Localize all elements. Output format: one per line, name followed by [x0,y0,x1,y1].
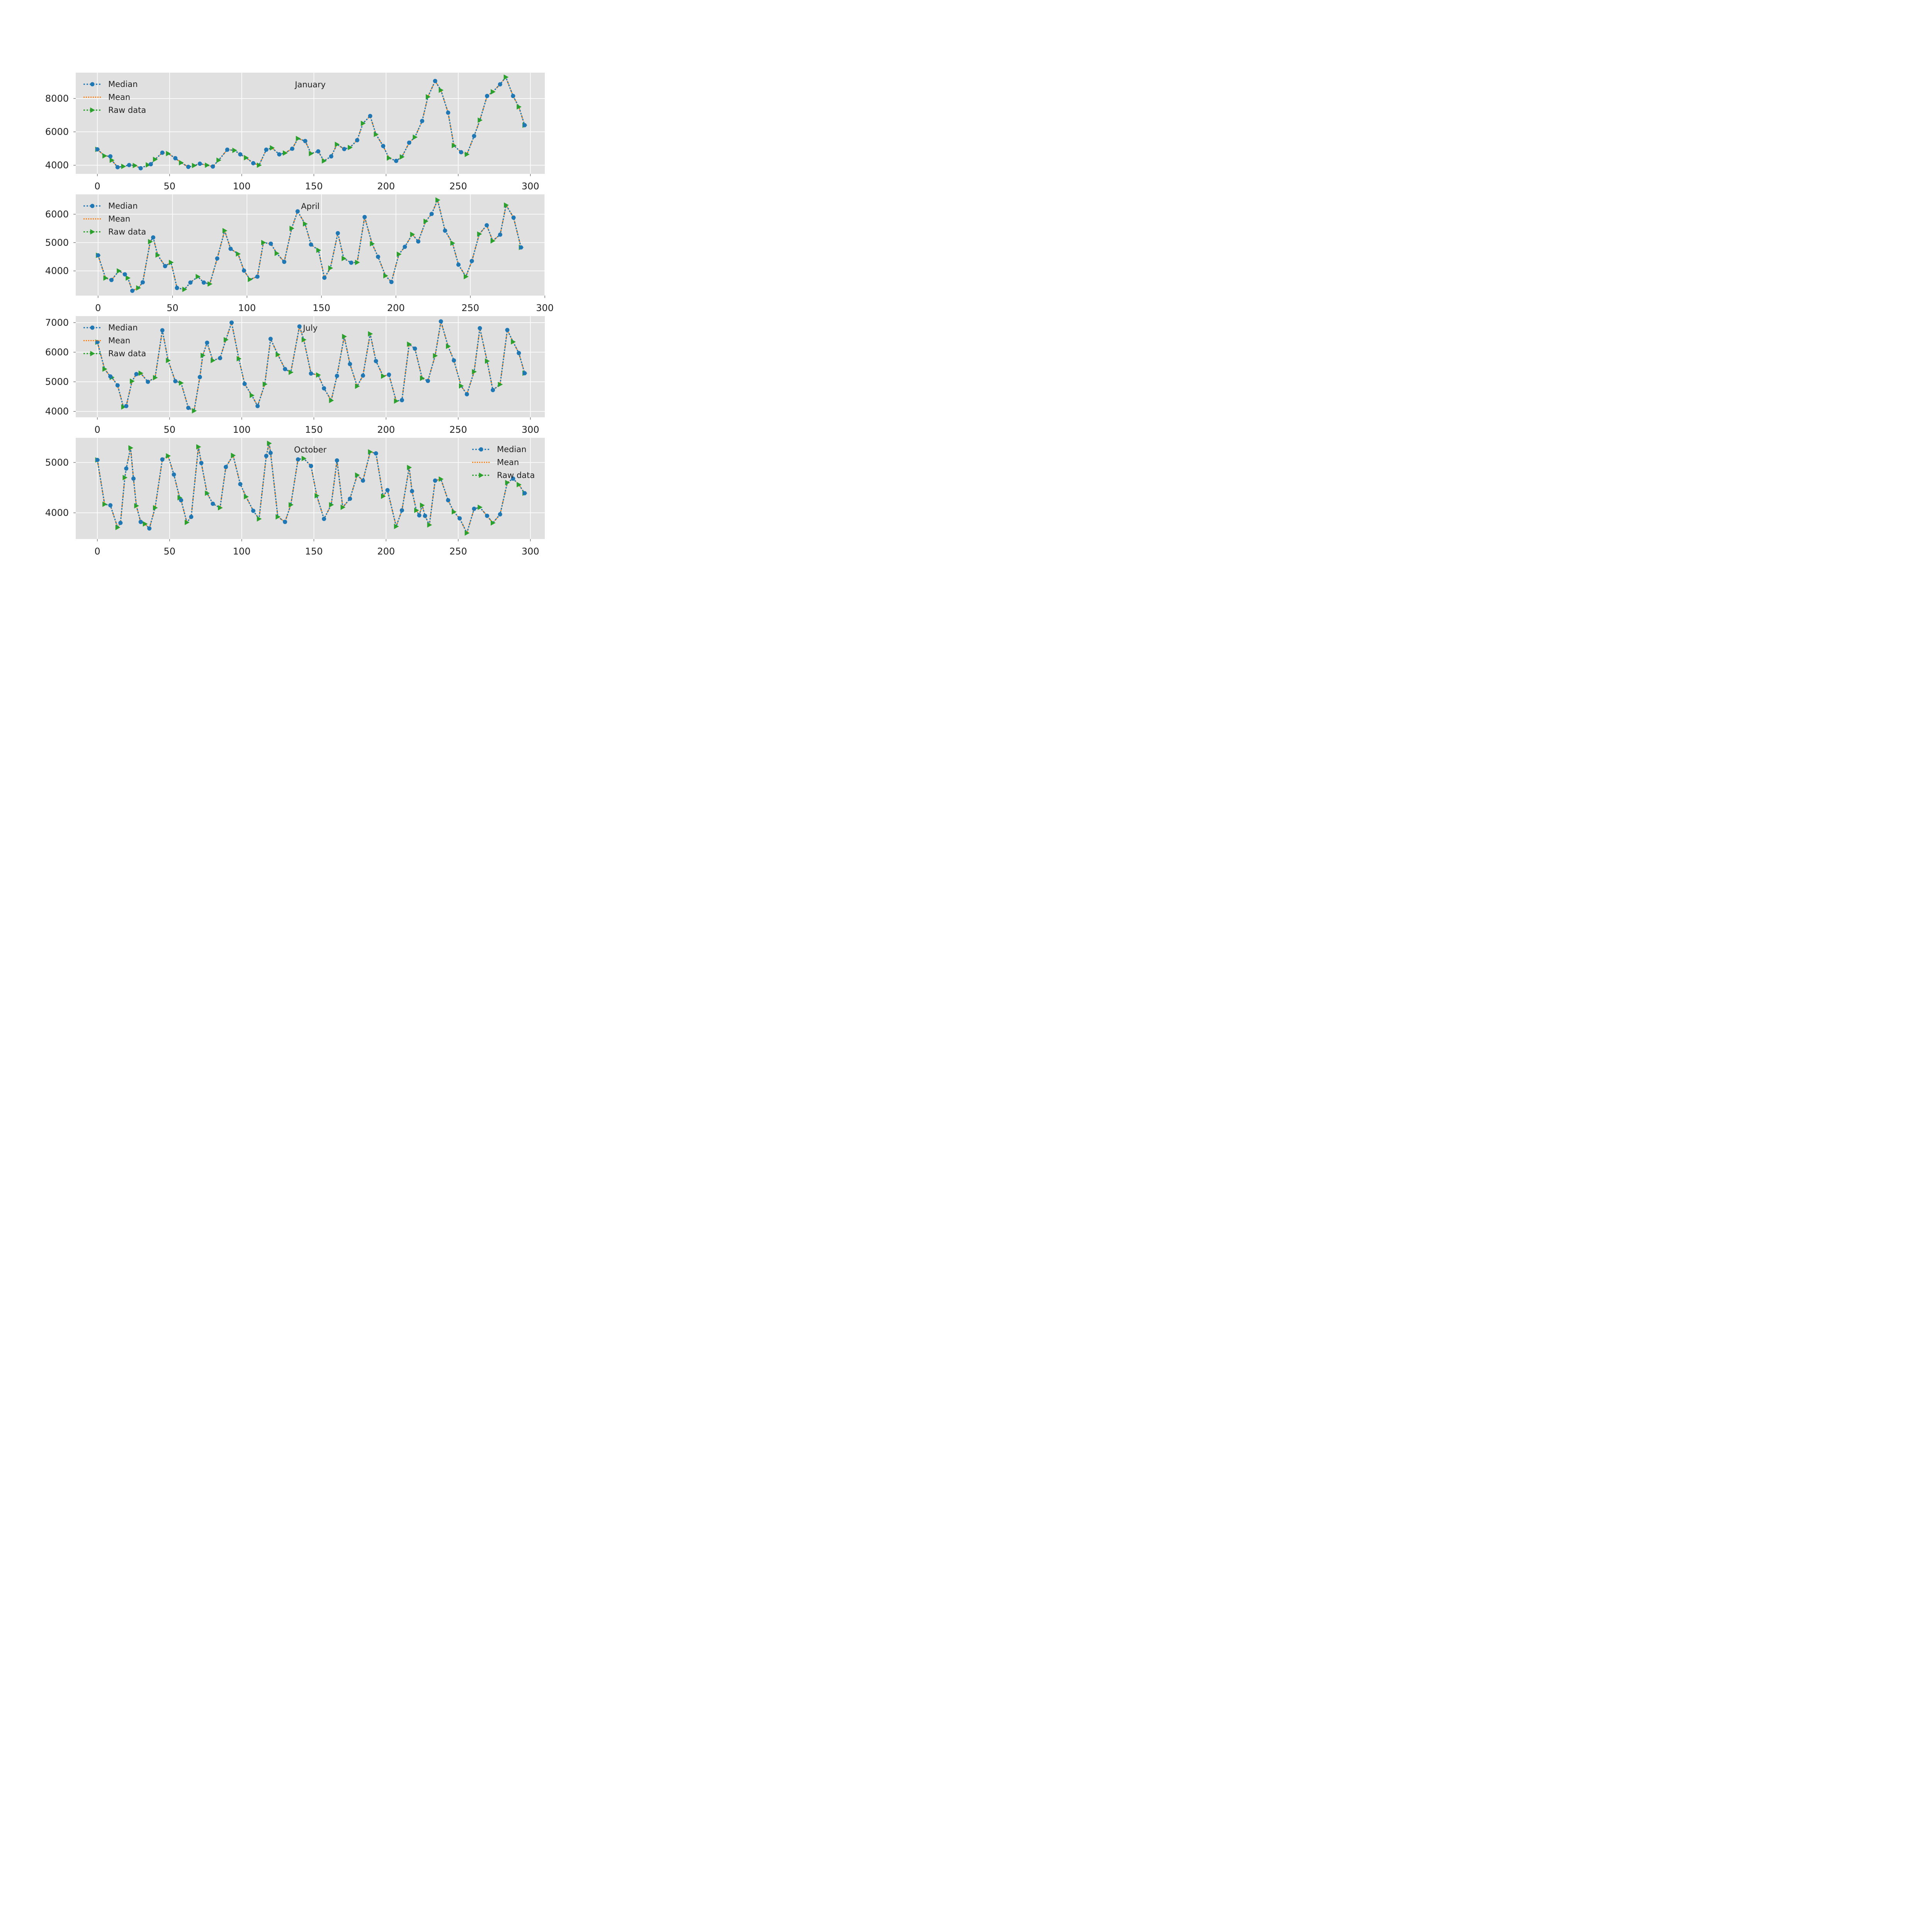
data-point [522,371,527,375]
data-point [485,514,489,518]
x-tick-label: 300 [521,424,539,435]
data-point [151,235,155,240]
data-point [446,111,450,115]
legend-label: Raw data [108,227,146,236]
subplot-july [45,316,545,435]
data-point [173,156,177,160]
x-tick-label: 100 [233,181,251,192]
data-point [186,406,190,410]
legend-label: Mean [108,92,131,102]
data-point [385,488,389,492]
subplot-april [45,194,554,313]
data-point [173,379,177,383]
data-point [108,503,112,507]
data-point [511,94,515,98]
data-point [264,148,269,152]
data-point [465,392,469,396]
data-point [131,476,136,481]
data-point [309,242,313,247]
data-point [485,223,489,227]
x-tick-label: 200 [377,546,395,557]
legend-marker [479,447,483,452]
x-tick-label: 0 [94,546,100,557]
y-tick-label: 5000 [45,457,69,468]
subplot-october [45,438,545,557]
data-point [238,152,242,156]
data-point [374,359,378,363]
x-tick-label: 200 [387,303,405,313]
x-tick-label: 150 [312,303,330,313]
data-point [400,508,404,512]
data-point [387,372,391,377]
data-point [407,141,411,145]
data-point [457,516,462,520]
x-tick-label: 300 [521,181,539,192]
data-point [417,513,422,517]
data-point [505,328,509,332]
data-point [109,278,114,282]
data-point [403,245,407,249]
data-point [215,256,219,260]
x-tick-label: 50 [163,424,176,435]
data-point [381,144,385,148]
data-point [517,351,521,355]
data-point [290,146,294,151]
data-point [95,147,100,151]
data-point [124,404,128,408]
data-point [498,82,502,87]
data-point [433,79,437,83]
x-tick-label: 0 [95,303,101,313]
x-tick-label: 150 [305,546,323,557]
data-point [264,454,269,458]
data-point [296,457,300,462]
data-point [202,281,206,285]
subplot-january [45,73,545,192]
data-point [342,147,346,151]
data-point [251,509,255,513]
y-tick-label: 4000 [45,160,69,171]
legend-marker [90,326,95,330]
data-point [362,215,367,219]
x-tick-label: 250 [449,424,467,435]
legend-label: Median [497,445,527,454]
x-tick-label: 50 [163,181,176,192]
data-point [96,253,100,257]
legend-label: Raw data [108,349,146,358]
data-point [251,161,255,165]
data-point [277,152,281,156]
x-tick-label: 0 [94,424,100,435]
data-point [141,280,145,284]
y-tick-label: 4000 [45,507,69,519]
legend-label: Median [108,80,138,89]
data-point [269,337,273,341]
data-point [147,526,151,531]
x-tick-label: 250 [449,181,467,192]
data-point [243,382,247,386]
data-point [211,165,215,169]
subplot-title: April [301,202,320,211]
data-point [472,134,476,138]
data-point [329,154,333,158]
data-point [116,165,120,169]
data-point [348,497,352,501]
y-tick-label: 6000 [45,209,69,220]
x-tick-label: 250 [461,303,480,313]
data-point [446,498,450,502]
data-point [361,373,365,378]
y-tick-label: 6000 [45,347,69,358]
x-tick-label: 200 [377,424,395,435]
data-point [108,374,112,379]
data-point [439,319,443,323]
data-point [394,159,398,163]
y-tick-label: 8000 [45,93,69,104]
data-point [400,398,404,402]
data-point [522,491,527,495]
legend-label: Mean [108,214,131,224]
data-point [389,280,394,284]
data-point [361,478,365,483]
data-point [160,151,165,155]
data-point [108,154,112,158]
legend-marker [90,204,95,208]
data-point [443,228,447,233]
data-point [269,451,273,455]
x-tick-label: 150 [305,424,323,435]
data-point [491,388,495,392]
data-point [172,473,176,477]
data-point [374,451,378,456]
data-point [512,216,516,220]
y-tick-label: 7000 [45,317,69,328]
data-point [211,502,215,506]
data-point [470,259,474,263]
data-point [230,320,234,325]
data-point [179,498,183,502]
data-point [255,404,260,408]
data-point [95,458,100,462]
data-point [296,209,300,214]
x-tick-label: 150 [305,181,323,192]
data-point [368,114,372,118]
x-tick-label: 50 [163,546,176,557]
data-point [139,166,143,170]
legend-label: Raw data [497,471,535,480]
data-point [322,386,326,390]
x-tick-label: 50 [167,303,179,313]
data-point [485,94,489,98]
data-point [335,374,339,378]
data-point [478,326,482,330]
legend-label: Mean [497,457,519,467]
data-point [123,272,127,276]
data-point [175,286,179,290]
data-point [198,375,202,379]
data-point [255,274,260,279]
data-point [303,139,307,143]
data-point [522,123,527,127]
data-point [452,358,456,362]
data-point [228,247,233,251]
x-tick-label: 250 [449,546,467,557]
data-point [146,380,150,384]
x-tick-label: 100 [238,303,256,313]
y-tick-label: 5000 [45,376,69,388]
legend-marker [90,82,95,87]
x-tick-label: 200 [377,181,395,192]
data-point [498,233,502,237]
y-tick-label: 4000 [45,406,69,417]
data-point [218,356,222,360]
subplot-title: October [294,445,327,454]
data-point [224,465,228,469]
data-point [420,119,424,123]
legend-label: Mean [108,336,131,345]
data-point [282,260,286,264]
data-point [433,478,437,483]
data-point [430,212,434,216]
x-tick-label: 100 [233,546,251,557]
data-point [336,231,340,235]
data-point [189,515,193,519]
data-point [116,383,120,388]
data-point [205,340,209,345]
y-tick-label: 5000 [45,237,69,248]
data-point [459,150,463,154]
data-point [188,281,192,285]
data-point [269,242,273,246]
data-point [456,263,461,267]
data-point [186,165,190,169]
data-point [238,482,242,486]
legend-label: Raw data [108,105,146,115]
data-point [118,521,122,525]
data-point [242,269,246,273]
data-point [160,457,165,462]
data-point [410,489,414,493]
data-point [519,245,523,250]
x-tick-label: 300 [521,546,539,557]
data-point [199,461,203,465]
y-tick-label: 6000 [45,126,69,138]
data-point [309,464,313,468]
data-point [134,372,138,376]
x-tick-label: 0 [94,181,100,192]
data-point [225,148,230,152]
data-point [322,517,326,521]
data-point [163,264,167,268]
data-point [348,362,352,366]
data-point [413,347,417,351]
data-point [498,512,502,517]
data-point [283,520,287,524]
data-point [160,328,165,332]
legend-label: Median [108,201,138,211]
subplot-title: July [303,323,318,333]
data-point [426,379,430,383]
data-point [355,138,359,142]
x-tick-label: 100 [233,424,251,435]
data-point [423,514,427,518]
data-point [309,371,313,376]
x-tick-label: 300 [536,303,554,313]
data-point [130,289,134,293]
data-point [316,149,320,153]
data-point [149,162,153,166]
data-point [416,239,420,243]
y-tick-label: 4000 [45,265,69,277]
subplot-title: January [295,80,326,89]
data-point [283,367,287,371]
data-point [472,507,476,511]
data-point [198,162,202,166]
data-point [139,520,143,524]
data-point [335,458,339,463]
legend-label: Median [108,323,138,332]
data-point [322,276,327,280]
chart-figure [0,0,599,599]
data-point [297,324,301,328]
data-point [349,260,353,265]
data-point [127,163,131,167]
data-point [376,255,380,259]
data-point [124,466,128,471]
